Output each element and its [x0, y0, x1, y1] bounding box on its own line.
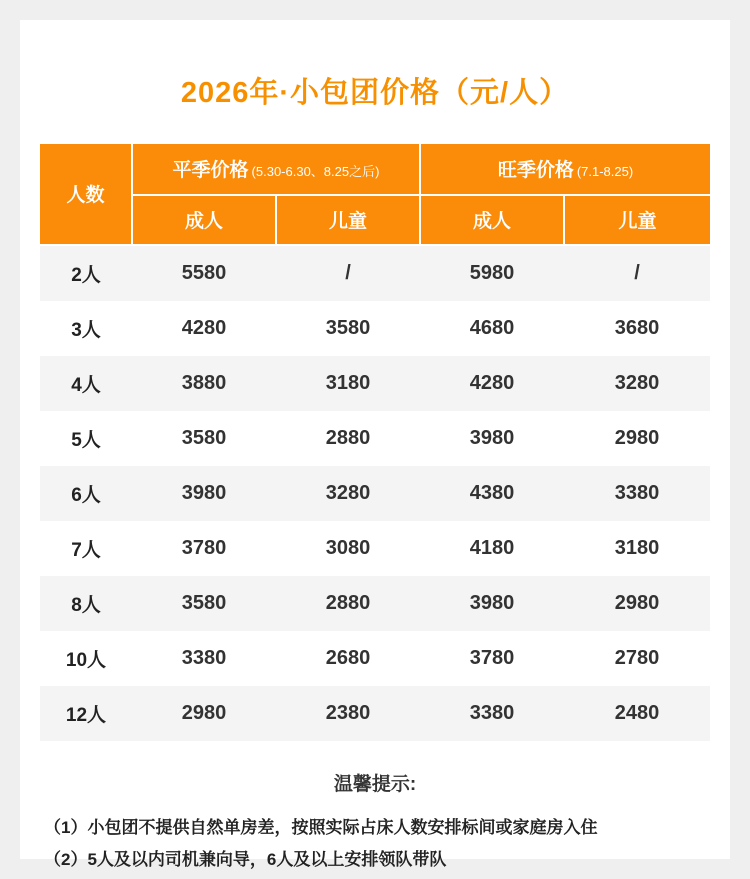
header-sub-adult-shoulder: 成人: [132, 195, 276, 245]
row-cell: 3980: [132, 466, 276, 521]
header-season-shoulder-name: 平季价格: [172, 160, 249, 182]
table-row: [40, 245, 710, 301]
price-card: [20, 20, 730, 870]
row-cell: 2980: [564, 576, 710, 631]
row-people: 10人: [40, 631, 132, 686]
header-sub-child-peak: 儿童: [564, 195, 710, 245]
row-cell: 4380: [420, 466, 564, 521]
header-season-peak: [420, 144, 710, 195]
header-sub-child-shoulder: 儿童: [276, 195, 420, 245]
header-season-peak-name: 旺季价格: [497, 160, 574, 182]
table-row: [40, 411, 710, 466]
row-cell: 4280: [132, 301, 276, 356]
row-cell: 3980: [420, 576, 564, 631]
table-header-row-seasons: [40, 144, 710, 195]
row-cell: 3580: [132, 411, 276, 466]
row-cell: 3280: [276, 466, 420, 521]
row-cell: 3380: [132, 631, 276, 686]
table-row: [40, 631, 710, 686]
row-cell: 3180: [276, 356, 420, 411]
row-cell: 4680: [420, 301, 564, 356]
row-cell: 4180: [420, 521, 564, 576]
header-people: 人数: [40, 144, 132, 245]
table-row: [40, 521, 710, 576]
row-cell: 3580: [132, 576, 276, 631]
notes-title: 温馨提示:: [333, 773, 417, 795]
row-people: 8人: [40, 576, 132, 631]
notes-section: [20, 769, 730, 877]
row-cell: 3680: [564, 301, 710, 356]
row-people: 2人: [40, 245, 132, 301]
note-line: （1）小包团不提供自然单房差，按照实际占床人数安排标间或家庭房入住: [44, 817, 598, 837]
row-cell: /: [276, 245, 420, 301]
table-row: [40, 576, 710, 631]
row-cell: 3380: [564, 466, 710, 521]
row-cell: 2780: [564, 631, 710, 686]
row-cell: /: [564, 245, 710, 301]
row-cell: 2980: [564, 411, 710, 466]
row-cell: 3180: [564, 521, 710, 576]
row-people: 12人: [40, 686, 132, 741]
row-cell: 3580: [276, 301, 420, 356]
table-row: [40, 301, 710, 356]
row-cell: 5980: [420, 245, 564, 301]
table-header-row-sub: [40, 195, 710, 245]
row-cell: 3880: [132, 356, 276, 411]
row-cell: 3080: [276, 521, 420, 576]
header-season-shoulder: [132, 144, 420, 195]
header-season-peak-range: (7.1-8.25): [576, 164, 634, 180]
row-cell: 2680: [276, 631, 420, 686]
header-season-shoulder-range: (5.30-6.30、8.25之后): [251, 164, 380, 180]
row-people: 4人: [40, 356, 132, 411]
row-cell: 3980: [420, 411, 564, 466]
row-people: 5人: [40, 411, 132, 466]
row-cell: 2380: [276, 686, 420, 741]
note-line: （2）5人及以内司机兼向导，6人及以上安排领队带队: [44, 850, 447, 870]
price-table: [40, 144, 710, 741]
row-people: 6人: [40, 466, 132, 521]
row-people: 7人: [40, 521, 132, 576]
row-cell: 5580: [132, 245, 276, 301]
row-cell: 3280: [564, 356, 710, 411]
row-cell: 2880: [276, 576, 420, 631]
row-people: 3人: [40, 301, 132, 356]
header-sub-adult-peak: 成人: [420, 195, 564, 245]
row-cell: 2980: [132, 686, 276, 741]
table-row: [40, 356, 710, 411]
row-cell: 3780: [132, 521, 276, 576]
table-row: [40, 466, 710, 521]
page-title: 2026年·小包团价格（元/人）: [180, 77, 570, 109]
row-cell: 2480: [564, 686, 710, 741]
table-row: [40, 686, 710, 741]
row-cell: 2880: [276, 411, 420, 466]
row-cell: 3780: [420, 631, 564, 686]
row-cell: 4280: [420, 356, 564, 411]
row-cell: 3380: [420, 686, 564, 741]
